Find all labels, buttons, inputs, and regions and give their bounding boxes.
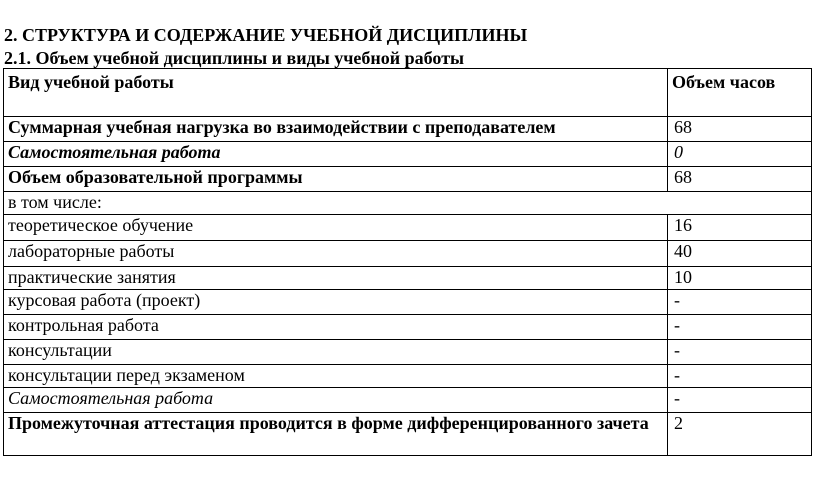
row-value: 68 xyxy=(668,167,812,192)
row-value: - xyxy=(668,290,812,315)
workload-table xyxy=(3,68,812,456)
row-value: - xyxy=(668,340,812,365)
row-label: лабораторные работы xyxy=(4,241,668,267)
table-row xyxy=(4,142,812,167)
row-value: 2 xyxy=(668,413,812,456)
row-label: контрольная работа xyxy=(4,315,668,340)
row-label: практические занятия xyxy=(4,267,668,290)
table-row xyxy=(4,117,812,142)
table-row xyxy=(4,365,812,388)
row-label: в том числе: xyxy=(4,192,812,215)
header-hours: Объем часов xyxy=(668,69,812,117)
row-value: 68 xyxy=(668,117,812,142)
row-value: 10 xyxy=(668,267,812,290)
table-row xyxy=(4,340,812,365)
section-title: 2. СТРУКТУРА И СОДЕРЖАНИЕ УЧЕБНОЙ ДИСЦИПЛИНЫ xyxy=(4,25,528,45)
row-label: консультации xyxy=(4,340,668,365)
subsection-title: 2.1. Объем учебной дисциплины и виды учебной работы xyxy=(4,48,465,68)
row-value: 16 xyxy=(668,215,812,241)
row-label: курсовая работа (проект) xyxy=(4,290,668,315)
row-label: консультации перед экзаменом xyxy=(4,365,668,388)
row-label: Самостоятельная работа xyxy=(4,142,668,167)
table-row xyxy=(4,241,812,267)
table-row xyxy=(4,215,812,241)
row-label: Объем образовательной программы xyxy=(4,167,668,192)
table-row xyxy=(4,413,812,456)
table-row xyxy=(4,388,812,413)
row-label: Самостоятельная работа xyxy=(4,388,668,413)
table-row xyxy=(4,192,812,215)
row-value: 40 xyxy=(668,241,812,267)
table-row xyxy=(4,267,812,290)
row-value: - xyxy=(668,388,812,413)
table-row xyxy=(4,290,812,315)
header-work-type: Вид учебной работы xyxy=(4,69,668,117)
table-row xyxy=(4,315,812,340)
row-label: Промежуточная аттестация проводится в форме дифференцированного зачета xyxy=(4,413,668,456)
row-label: теоретическое обучение xyxy=(4,215,668,241)
row-value: - xyxy=(668,315,812,340)
table-row xyxy=(4,167,812,192)
row-label: Суммарная учебная нагрузка во взаимодействии с преподавателем xyxy=(4,117,668,142)
row-value: - xyxy=(668,365,812,388)
table-header-row xyxy=(4,69,812,117)
row-value: 0 xyxy=(668,142,812,167)
